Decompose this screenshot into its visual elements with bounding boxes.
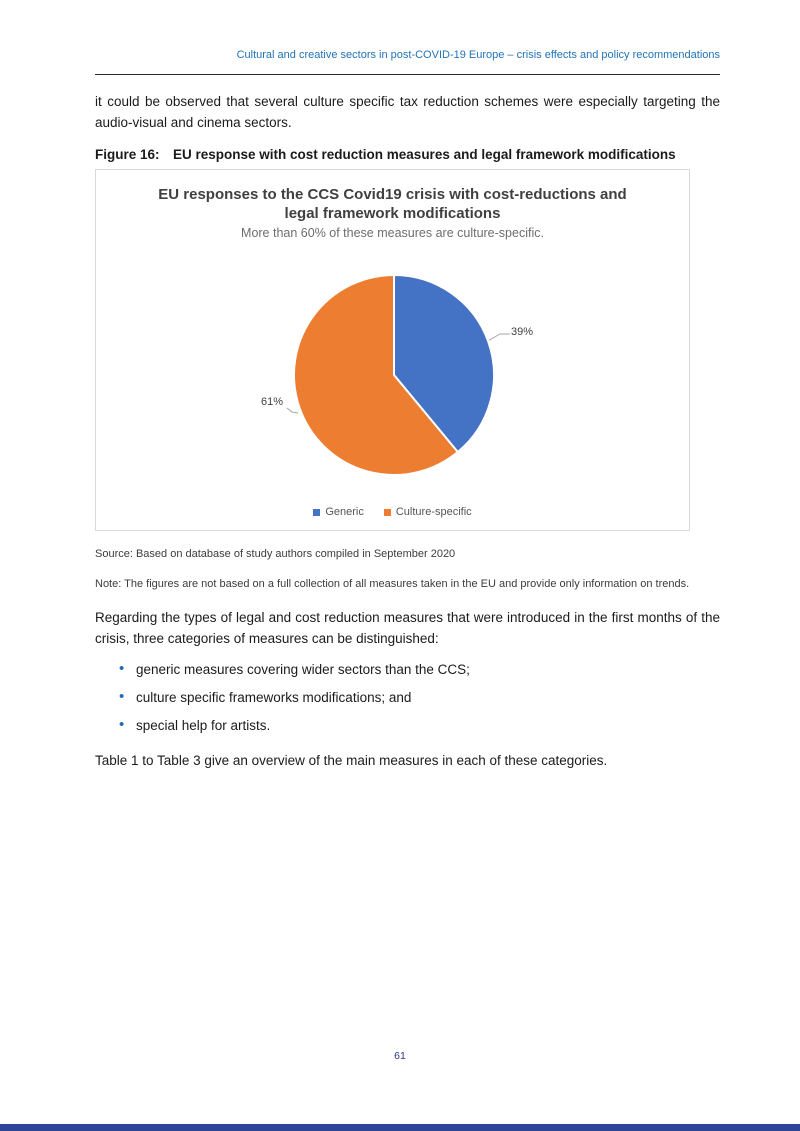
- legend-item-culture-specific: [384, 506, 472, 518]
- source-caption: Source: Based on database of study authors compiled in September 2020: [95, 548, 456, 560]
- legend-label: Generic: [325, 506, 364, 518]
- bullet-item: • special help for artists.: [95, 717, 720, 734]
- chart-legend: [96, 506, 689, 518]
- chart-title: EU responses to the CCS Covid19 crisis with cost-reductions and legal framework modifications: [158, 186, 627, 222]
- legend-swatch: [313, 509, 320, 516]
- closing-paragraph: Table 1 to Table 3 give an overview of the main measures in each of these categories.: [95, 753, 608, 768]
- running-header: Cultural and creative sectors in post-COVID-19 Europe – crisis effects and policy recommendations: [236, 49, 720, 61]
- bullet-item: • generic measures covering wider sectors than the CCS;: [95, 661, 720, 678]
- pie-data-label-culture-specific: 61%: [261, 396, 284, 408]
- bullet-list: [95, 661, 720, 734]
- figure-label: Figure 16:: [95, 147, 160, 162]
- chart-subtitle: More than 60% of these measures are culture-specific.: [241, 226, 544, 240]
- figure-heading: [95, 146, 720, 163]
- intro-paragraph: it could be observed that several culture specific tax reduction schemes were especially targeting the audio-visual and cinema sectors.: [95, 94, 720, 130]
- legend-item-generic: [313, 506, 364, 518]
- figure-chart-container: [95, 169, 690, 531]
- header-rule: [95, 74, 720, 75]
- footer-bar: [0, 1124, 800, 1131]
- pie-chart: [292, 273, 496, 477]
- legend-swatch: [384, 509, 391, 516]
- figure-title: EU response with cost reduction measures and legal framework modifications: [173, 147, 676, 162]
- body-paragraph: Regarding the types of legal and cost reduction measures that were introduced in the first months of the crisis, three categories of measures can be distinguished:: [95, 610, 720, 646]
- legend-label: Culture-specific: [395, 506, 472, 518]
- note-caption: Note: The figures are not based on a full collection of all measures taken in the EU and provide only information on trends.: [95, 578, 690, 590]
- pie-data-label-generic: 39%: [511, 326, 534, 338]
- page-number: 61: [394, 1050, 406, 1062]
- bullet-item: • culture specific frameworks modifications; and: [95, 689, 720, 706]
